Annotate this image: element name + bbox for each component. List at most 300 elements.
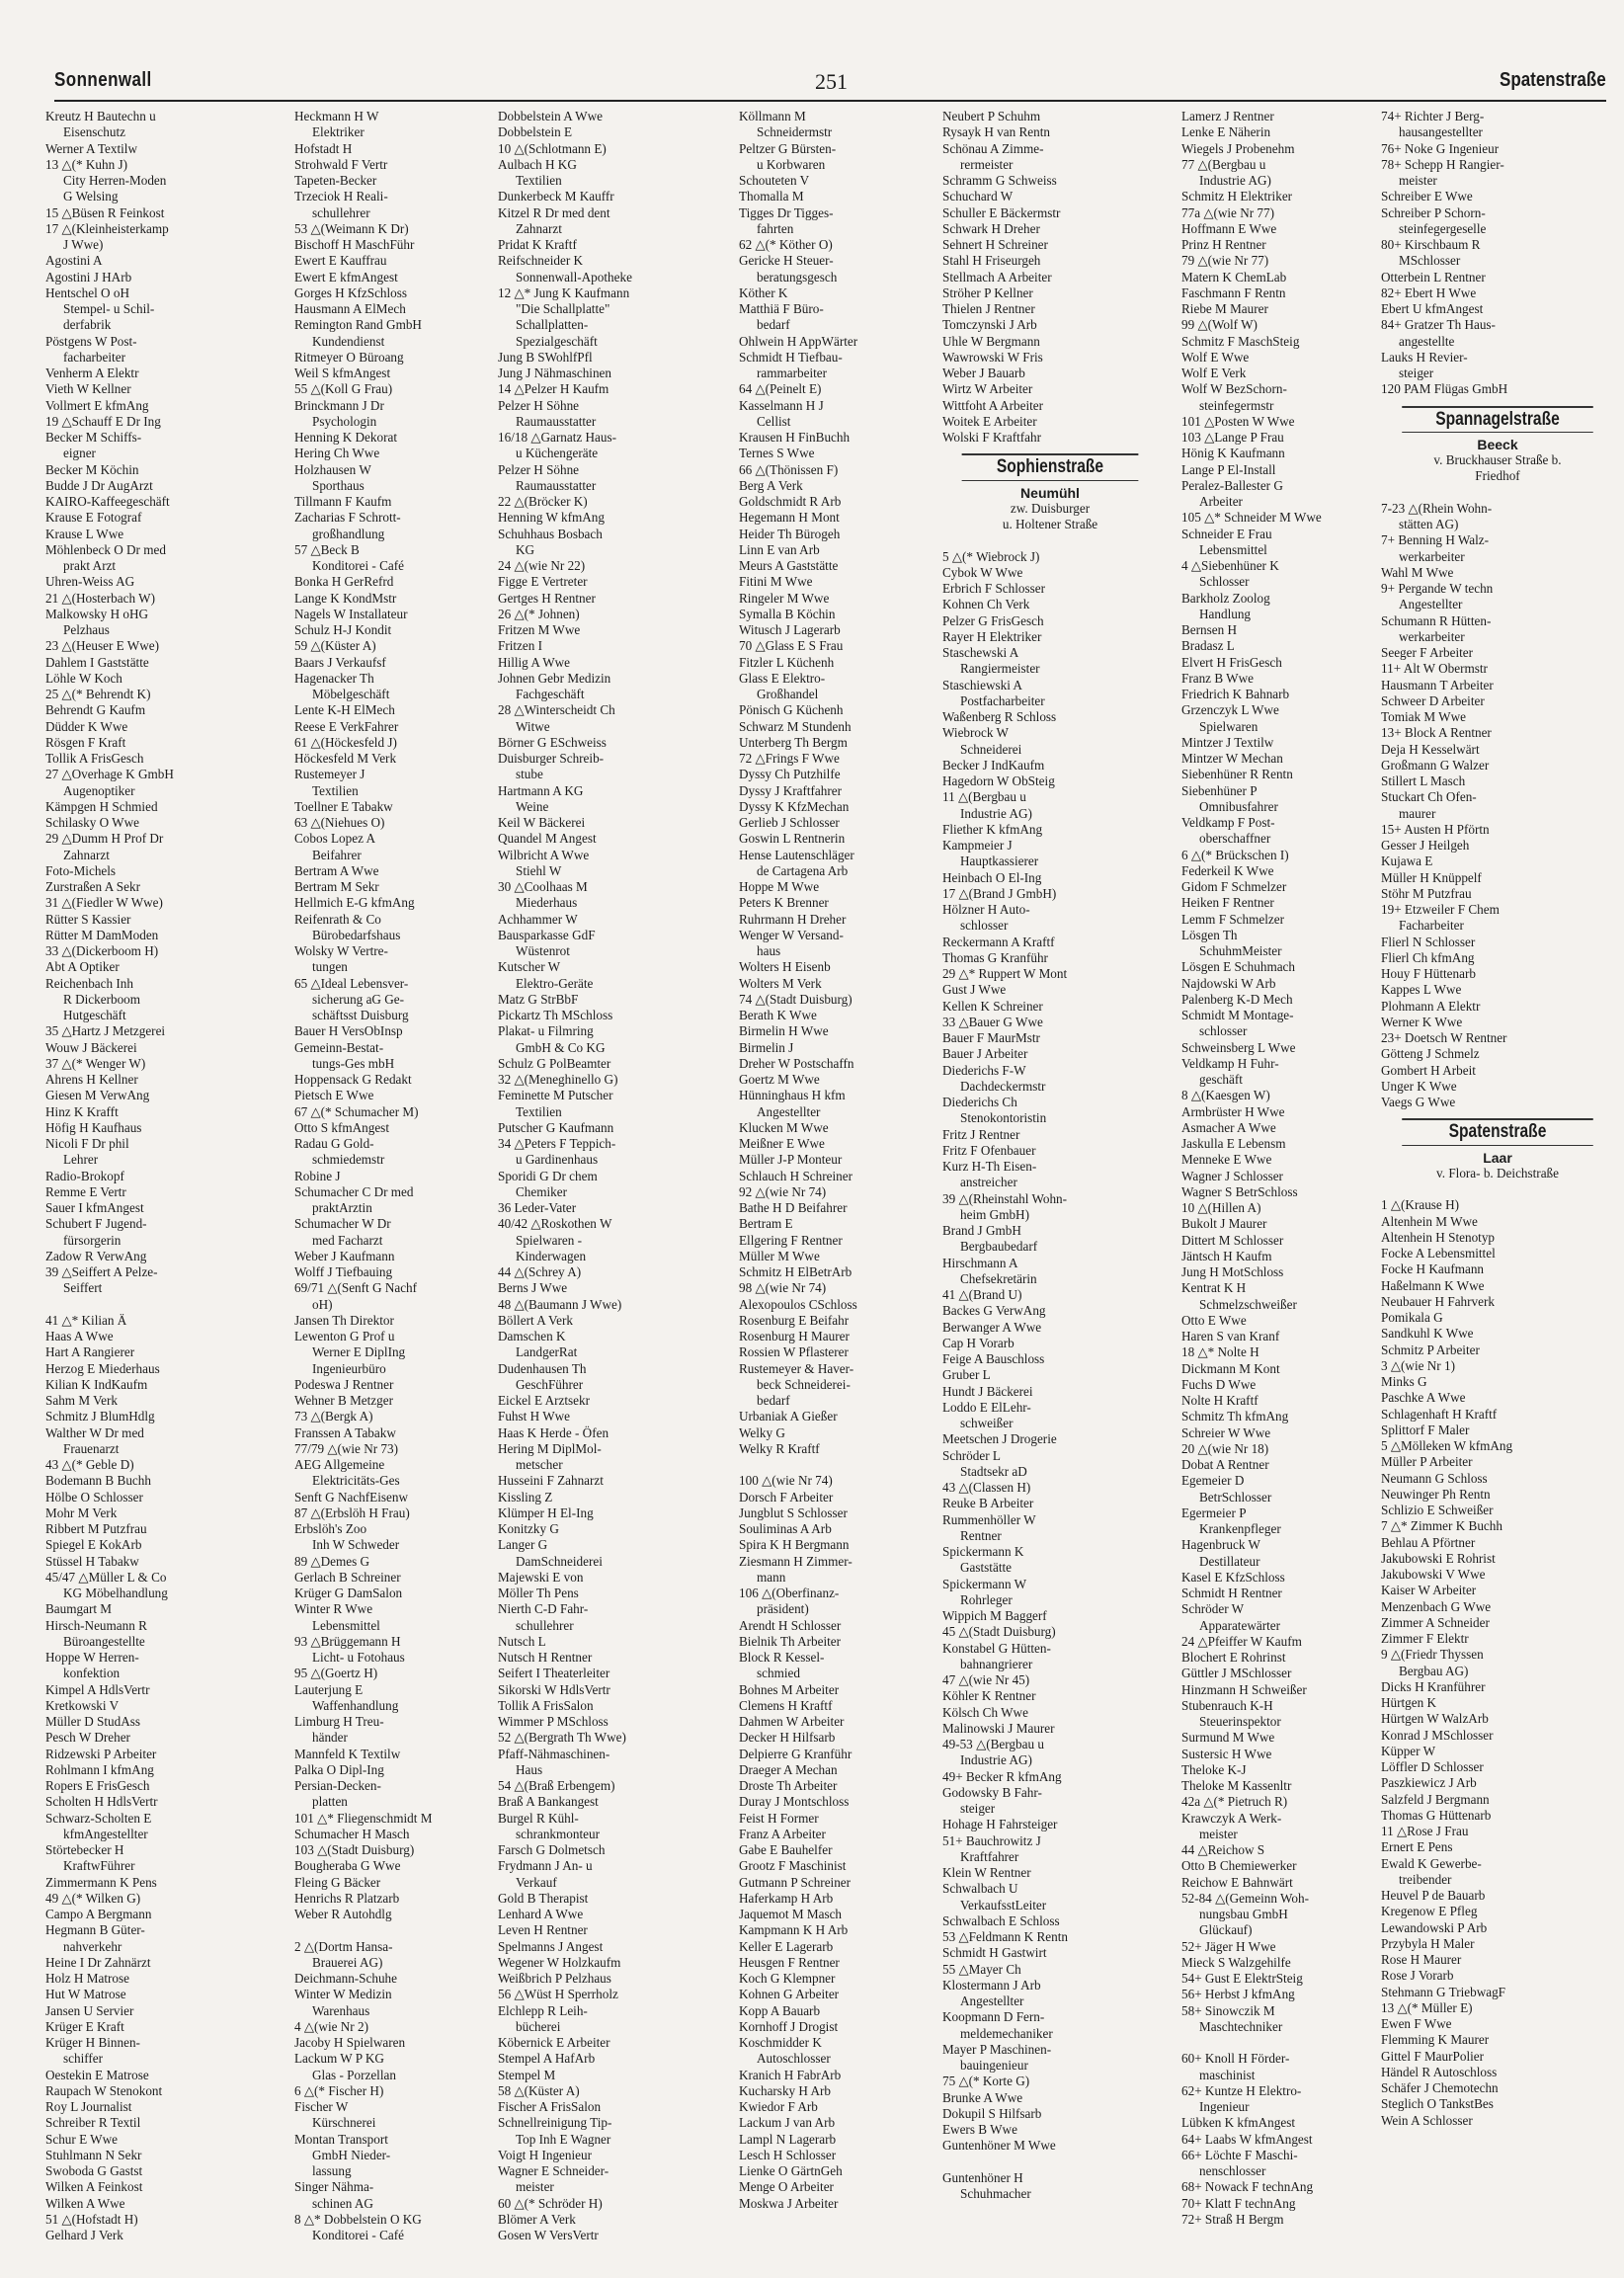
entry-continuation: maurer: [1399, 805, 1436, 821]
directory-entry: Becker M Köchin: [45, 461, 139, 477]
directory-entry: Hölzner H Auto-: [942, 902, 1030, 917]
entry-continuation: Stenokontoristin: [960, 1110, 1047, 1126]
directory-entry: Wolski F Kraftfahr: [942, 430, 1042, 445]
directory-entry: Fleing G Bäcker: [294, 1874, 381, 1890]
directory-entry: 70 △Glass E S Frau: [739, 638, 844, 654]
directory-entry: 87 △(Erbslöh H Frau): [294, 1505, 410, 1520]
directory-entry: 48 △(Baumann J Wwe): [498, 1296, 622, 1312]
directory-entry: Loddo E ElLehr-: [942, 1399, 1031, 1415]
directory-entry: Reckermann A Kraftf: [942, 934, 1055, 949]
directory-entry: Vaegs G Wwe: [1381, 1095, 1456, 1109]
entry-continuation: fahrten: [757, 220, 794, 236]
directory-entry: Hünninghaus H kfm: [739, 1088, 846, 1103]
entry-continuation: Hutgeschäft: [63, 1008, 126, 1022]
directory-entry: [1381, 485, 1614, 501]
directory-entry: Arendt H Schlosser: [739, 1617, 842, 1633]
directory-entry: 106 △(Oberfinanz-: [739, 1586, 840, 1600]
directory-entry: Hinz K Krafft: [45, 1103, 119, 1119]
header-street-left: Sonnenwall: [54, 69, 152, 91]
directory-entry: Delpierre G Kranführ: [739, 1746, 853, 1761]
entry-continuation: Arbeiter: [1199, 494, 1243, 509]
entry-continuation: heim GmbH): [960, 1206, 1029, 1222]
directory-entry: Weber J Kaufmann: [294, 1248, 395, 1263]
entry-continuation: Sporthaus: [312, 477, 365, 493]
directory-entry: Gabe E Bauhelfer: [739, 1842, 833, 1857]
directory-entry: Stöhr M Putzfrau: [1381, 885, 1472, 901]
directory-entry: Wolff J Tiefbauing: [294, 1264, 393, 1279]
directory-entry: Guntenhöner M Wwe: [942, 2138, 1056, 2154]
directory-entry: Theloke K-J: [1181, 1761, 1247, 1777]
directory-entry: 64+ Laabs W kfmAngest: [1181, 2131, 1313, 2147]
directory-entry: Hut W Matrose: [45, 1987, 126, 2002]
directory-entry: Wagner E Schneider-: [498, 2163, 609, 2178]
directory-entry: Kölsch Ch Wwe: [942, 1704, 1028, 1720]
directory-entry: 9+ Pergande W techn: [1381, 581, 1494, 596]
directory-entry: Dicks H Kranführer: [1381, 1678, 1486, 1694]
directory-entry: Reichenbach Inh: [45, 975, 133, 991]
directory-entry: Reifschneider K: [498, 253, 584, 269]
entry-continuation: Stempel- u Schil-: [63, 301, 155, 316]
directory-entry: 22 △(Bröcker K): [498, 494, 588, 509]
entry-continuation: Ingenieurbüro: [312, 1360, 386, 1376]
entry-continuation: meister: [1199, 1826, 1238, 1841]
directory-entry: Küpper W: [1381, 1743, 1436, 1758]
entry-continuation: Seiffert: [63, 1280, 103, 1296]
directory-entry: 7+ Benning H Walz-: [1381, 532, 1490, 548]
district-name: Neumühl: [1020, 484, 1080, 501]
directory-entry: Börner G ESchweiss: [498, 734, 607, 750]
directory-entry: Kampmeier J: [942, 838, 1013, 853]
directory-entry: Peralez-Ballester G: [1181, 477, 1283, 493]
directory-entry: Ribbert M Putzfrau: [45, 1521, 147, 1536]
directory-entry: Nicoli F Dr phil: [45, 1136, 129, 1151]
directory-entry: Hundt J Bäckerei: [942, 1383, 1033, 1399]
directory-entry: 78+ Schepp H Rangier-: [1381, 156, 1504, 172]
entry-continuation: Industrie AG): [960, 1752, 1032, 1768]
entry-continuation: steinfegermstr: [1199, 397, 1274, 413]
directory-entry: Köbernick E Arbeiter: [498, 2035, 610, 2050]
directory-entry: Schulz G PolBeamter: [498, 1055, 611, 1071]
directory-entry: Kujawa E: [1381, 854, 1433, 869]
entry-continuation: GmbH Nieder-: [312, 2147, 391, 2162]
entry-continuation: Angestellter: [960, 1993, 1024, 2008]
directory-entry: 9 △(Friedr Thyssen: [1381, 1647, 1484, 1663]
entry-continuation: Wüstenrot: [516, 943, 570, 958]
directory-entry: Blochert E Rohrinst: [1181, 1650, 1286, 1665]
directory-entry: 79 △(wie Nr 77): [1181, 253, 1269, 269]
directory-entry: Fuchs D Wwe: [1181, 1376, 1257, 1392]
directory-entry: 5 △(* Wiebrock J): [942, 548, 1040, 564]
directory-entry: Holz H Matrose: [45, 1971, 129, 1986]
directory-entry: Schuchard W: [942, 189, 1014, 204]
entry-continuation: Lebensmittel: [312, 1617, 380, 1633]
directory-entry: Lamerz J Rentner: [1181, 109, 1274, 123]
directory-entry: Krause E Fotograf: [45, 510, 142, 526]
directory-entry: 6 △(* Fischer H): [294, 2082, 384, 2098]
entry-continuation: Schuhmacher: [960, 2186, 1031, 2201]
entry-continuation: beratungsgesch: [757, 269, 838, 285]
directory-entry: Schreiber R Textil: [45, 2115, 141, 2131]
entry-continuation: Apparatewärter: [1199, 1617, 1281, 1633]
entry-continuation: metscher: [516, 1457, 563, 1472]
entry-continuation: Bergbaubedarf: [960, 1239, 1038, 1255]
directory-entry: Mayer P Maschinen-: [942, 2041, 1052, 2057]
entry-continuation: Brauerei AG): [312, 1954, 383, 1970]
directory-entry: 3 △(wie Nr 1): [1381, 1357, 1455, 1373]
directory-entry: Otto E Wwe: [1181, 1312, 1247, 1328]
directory-entry: Kampmann K H Arb: [739, 1922, 849, 1938]
directory-entry: Theloke M Kassenltr: [1181, 1778, 1292, 1793]
directory-entry: Fliether K kfmAng: [942, 821, 1043, 837]
directory-entry: 61 △(Höckesfeld J): [294, 734, 397, 750]
directory-entry: Stüssel H Tabakw: [45, 1553, 139, 1569]
directory-entry: Egermeier P: [1181, 1505, 1247, 1520]
directory-entry: 99 △(Wolf W): [1181, 317, 1258, 333]
directory-entry: Aulbach H KG: [498, 156, 577, 172]
directory-entry: Schmidt H Tiefbau-: [739, 349, 843, 365]
directory-entry: Hagedorn W ObSteig: [942, 773, 1055, 788]
directory-entry: Winter R Wwe: [294, 1601, 373, 1617]
directory-entry: 8 △(Kaesgen W): [1181, 1088, 1270, 1103]
entry-continuation: Schneiderei: [960, 741, 1022, 757]
directory-entry: Reuke B Arbeiter: [942, 1496, 1034, 1511]
entry-continuation: G Welsing: [63, 189, 119, 204]
directory-entry: Lackum J van Arb: [739, 2115, 836, 2131]
directory-entry: Klostermann J Arb: [942, 1977, 1041, 1993]
directory-entry: Nolte H Kraftf: [1181, 1393, 1259, 1408]
directory-entry: Vieth W Kellner: [45, 381, 131, 397]
entry-continuation: anstreicher: [960, 1175, 1017, 1190]
entry-continuation: schlosser: [960, 918, 1009, 934]
directory-entry: Schreiber P Schorn-: [1381, 204, 1486, 220]
directory-entry: Becker J IndKaufm: [942, 757, 1045, 773]
directory-entry: Splittorf F Maler: [1381, 1422, 1470, 1437]
directory-entry: Dyssy K KfzMechan: [739, 798, 850, 814]
directory-entry: Bertram A Wwe: [294, 862, 379, 878]
directory-entry: 62+ Kuntze H Elektro-: [1181, 2082, 1302, 2098]
directory-entry: Kretkowski V: [45, 1697, 120, 1713]
directory-entry: Staschiewski A: [942, 677, 1022, 692]
directory-entry: Husseini F Zahnarzt: [498, 1473, 604, 1489]
directory-entry: Hohage H Fahrsteiger: [942, 1817, 1058, 1832]
entry-continuation: haus: [757, 943, 781, 958]
directory-entry: Klein W Rentner: [942, 1865, 1031, 1880]
directory-entry: Rysayk H van Rentn: [942, 124, 1050, 140]
directory-entry: 11 △(Bergbau u: [942, 789, 1026, 805]
directory-entry: Krüger H Binnen-: [45, 2035, 140, 2050]
directory-entry: Ohlwein H AppWärter: [739, 333, 858, 349]
directory-entry: 33 △(Dickerboom H): [45, 943, 159, 958]
directory-entry: Götteng J Schmelz: [1381, 1046, 1480, 1062]
entry-continuation: Bergbau AG): [1399, 1663, 1469, 1678]
directory-entry: Schulz H-J Kondit: [294, 622, 392, 637]
directory-entry: Sehnert H Schreiner: [942, 237, 1048, 252]
entry-continuation: Gaststätte: [960, 1560, 1013, 1576]
entry-continuation: stube: [516, 767, 543, 782]
directory-entry: Gombert H Arbeit: [1381, 1062, 1476, 1078]
directory-entry: Jung H MotSchloss: [1181, 1264, 1284, 1279]
directory-entry: Schmitz H Elektriker: [1181, 189, 1293, 204]
directory-entry: Scholten H HdlsVertr: [45, 1794, 158, 1810]
entry-continuation: Pelzhaus: [63, 622, 110, 637]
directory-entry: Ewen F Wwe: [1381, 2016, 1452, 2031]
directory-entry: 41 △* Kilian Ä: [45, 1312, 127, 1328]
entry-continuation: meister: [516, 2179, 554, 2195]
directory-entry: 19+ Etzweiler F Chem: [1381, 902, 1500, 917]
directory-entry: Johnen Gebr Medizin: [498, 670, 611, 686]
entry-continuation: steiger: [1399, 366, 1434, 380]
directory-entry: Menge O Arbeiter: [739, 2179, 834, 2195]
entry-continuation: Textilien: [312, 782, 359, 798]
entry-continuation: Kraftfahrer: [960, 1848, 1019, 1864]
directory-entry: Schreier W Wwe: [1181, 1424, 1271, 1440]
entry-continuation: bahnangrierer: [960, 1656, 1033, 1671]
directory-entry: Schumacher H Masch: [294, 1826, 410, 1841]
directory-entry: Klucken M Wwe: [739, 1119, 829, 1135]
entry-continuation: Facharbeiter: [1399, 918, 1464, 934]
entry-continuation: oberschaffner: [1199, 831, 1271, 847]
directory-entry: 68+ Nowack F technAng: [1181, 2179, 1314, 2195]
directory-entry: Burgel R Kühl-: [498, 1810, 579, 1826]
directory-entry: Veldkamp H Fuhr-: [1181, 1055, 1279, 1071]
entry-continuation: Postfacharbeiter: [960, 692, 1045, 708]
directory-entry: 72+ Straß H Bergm: [1181, 2211, 1284, 2227]
directory-entry: Lange K KondMstr: [294, 590, 397, 606]
directory-entry: 39 △(Rheinstahl Wohn-: [942, 1190, 1068, 1206]
directory-entry: Persian-Decken-: [294, 1778, 381, 1793]
directory-entry: Goldschmidt R Arb: [739, 494, 842, 509]
directory-entry: Stahl H Friseurgeh: [942, 253, 1041, 269]
directory-entry: 54 △(Braß Erbengem): [498, 1778, 615, 1793]
directory-entry: 57 △Beck B: [294, 541, 360, 557]
directory-entry: Decker H Hilfsarb: [739, 1730, 836, 1746]
directory-entry: Nutsch H Rentner: [498, 1650, 593, 1665]
directory-entry: Jung B SWohlfPfl: [498, 349, 593, 365]
directory-entry: Dobbelstein A Wwe: [498, 109, 603, 123]
directory-entry: Altenhein M Wwe: [1381, 1213, 1478, 1229]
directory-entry: Hirsch-Neumann R: [45, 1617, 147, 1633]
directory-entry: Voigt H Ingenieur: [498, 2147, 592, 2162]
column-4: [739, 109, 954, 2262]
directory-entry: Baars J Verkaufsf: [294, 654, 386, 670]
directory-entry: Plohmann A Elektr: [1381, 998, 1481, 1014]
directory-entry: 34 △Peters F Teppich-: [498, 1136, 616, 1151]
directory-entry: Tigges Dr Tigges-: [739, 204, 834, 220]
entry-continuation: SchuhmMeister: [1199, 943, 1282, 958]
directory-entry: Braß A Bankangest: [498, 1794, 599, 1810]
directory-entry: Ternes S Wwe: [739, 446, 815, 461]
entry-continuation: Chemiker: [516, 1183, 568, 1199]
directory-entry: Wilken A Wwe: [45, 2195, 125, 2211]
directory-entry: 32 △(Meneghinello G): [498, 1072, 618, 1087]
entry-continuation: hausangestellter: [1399, 124, 1483, 140]
street-extent: v. Bruckhauser Straße b.: [1433, 452, 1562, 467]
directory-entry: [45, 1297, 261, 1313]
directory-entry: Otto S kfmAngest: [294, 1119, 389, 1135]
directory-entry: Schubert F Jugend-: [45, 1216, 147, 1232]
entry-continuation: GmbH & Co KG: [516, 1039, 606, 1055]
directory-entry: Focke A Lebensmittel: [1381, 1246, 1496, 1261]
directory-entry: Symalla B Köchin: [739, 606, 836, 621]
entry-continuation: mann: [757, 1569, 786, 1585]
directory-entry: Altenhein H Stenotyp: [1381, 1229, 1496, 1245]
directory-entry: Schumacher C Dr med: [294, 1183, 414, 1199]
directory-entry: Pesch W Dreher: [45, 1730, 130, 1746]
directory-entry: 103 △Lange P Frau: [1181, 430, 1284, 445]
directory-entry: Erbslöh's Zoo: [294, 1521, 367, 1536]
directory-entry: Prinz H Rentner: [1181, 237, 1266, 252]
directory-entry: Schumann R Hütten-: [1381, 612, 1492, 628]
directory-entry: Uhle W Bergmann: [942, 333, 1040, 349]
entry-continuation: derfabrik: [63, 317, 112, 333]
directory-entry: 76+ Noke G Ingenieur: [1381, 140, 1500, 156]
directory-entry: Behrendt G Kaufm: [45, 702, 146, 718]
entry-continuation: Zahnarzt: [516, 220, 562, 236]
directory-entry: Jacoby H Spielwaren: [294, 2035, 406, 2050]
directory-entry: Cobos Lopez A: [294, 831, 376, 847]
directory-entry: Tapeten-Becker: [294, 173, 377, 188]
entry-continuation: KG Möbelhandlung: [63, 1586, 168, 1600]
directory-entry: Heuvel P de Bauarb: [1381, 1888, 1486, 1903]
directory-entry: Ebert U kfmAngest: [1381, 301, 1484, 316]
directory-entry: Kentrat K H: [1181, 1280, 1247, 1296]
entry-continuation: schmiedemstr: [312, 1152, 385, 1168]
directory-entry: Hillig A Wwe: [498, 654, 571, 670]
directory-entry: Lackum W P KG: [294, 2051, 384, 2067]
directory-entry: 40/42 △Roskothen W: [498, 1216, 612, 1232]
directory-entry: 20 △(wie Nr 18): [1181, 1440, 1269, 1456]
directory-entry: Hölbe O Schlosser: [45, 1489, 143, 1505]
directory-entry: Franz B Wwe: [1181, 670, 1255, 686]
directory-entry: Friedrich K Bahnarb: [1181, 687, 1290, 701]
directory-entry: Rosenburg E Beifahr: [739, 1312, 850, 1328]
directory-entry: Matthiä F Büro-: [739, 301, 824, 316]
entry-continuation: Sonnenwall-Apotheke: [516, 269, 632, 285]
directory-entry: 41 △(Brand U): [942, 1287, 1022, 1302]
directory-entry: Schnellreinigung Tip-: [498, 2115, 612, 2131]
directory-entry: Winter W Medizin: [294, 1987, 392, 2002]
directory-entry: Block R Kessel-: [739, 1650, 825, 1665]
directory-entry: Draeger A Mechan: [739, 1761, 838, 1777]
street-heading: Sophienstraße: [962, 453, 1139, 480]
directory-entry: Wirtz W Arbeiter: [942, 381, 1033, 397]
entry-continuation: schlosser: [1199, 1023, 1248, 1039]
directory-entry: 98 △(wie Nr 74): [739, 1280, 827, 1296]
entry-continuation: Raumausstatter: [516, 477, 597, 493]
entry-continuation: Licht- u Fotohaus: [312, 1650, 405, 1665]
directory-entry: [1181, 2035, 1397, 2051]
directory-entry: Dobbelstein E: [498, 124, 573, 140]
entry-continuation: J Wwe): [63, 237, 104, 252]
entry-continuation: Großhandel: [757, 687, 819, 701]
directory-entry: Toellner E Tabakw: [294, 798, 393, 814]
directory-entry: [942, 532, 1158, 548]
directory-entry: Schwarz-Scholten E: [45, 1810, 152, 1826]
directory-entry: Heine I Dr Zahnärzt: [45, 1954, 151, 1970]
entry-continuation: rammarbeiter: [757, 366, 828, 380]
directory-entry: Lemm F Schmelzer: [1181, 911, 1285, 927]
directory-entry: Dreher W Postschaffn: [739, 1055, 854, 1071]
directory-entry: Lauks H Revier-: [1381, 349, 1468, 365]
directory-entry: Lösgen E Schuhmach: [1181, 959, 1295, 975]
directory-entry: Ewert E kfmAngest: [294, 269, 398, 285]
directory-entry: Düdder K Wwe: [45, 718, 128, 734]
directory-entry: Bodemann B Buchh: [45, 1473, 151, 1489]
directory-entry: Flierl Ch kfmAng: [1381, 949, 1475, 965]
directory-entry: Jäntsch H Kaufm: [1181, 1248, 1272, 1263]
directory-entry: Konrad J MSchlosser: [1381, 1727, 1494, 1743]
entry-continuation: Lebensmittel: [1199, 541, 1267, 557]
directory-entry: 43 △(* Geble D): [45, 1457, 134, 1472]
directory-entry: Pönisch G Küchenh: [739, 702, 844, 718]
directory-entry: Jansen U Servier: [45, 2002, 134, 2018]
directory-entry: Lienke O GärtnGeh: [739, 2163, 843, 2178]
directory-entry: Zimmermann K Pens: [45, 1874, 157, 1890]
directory-entry: Najdowski W Arb: [1181, 975, 1276, 991]
directory-entry: Malinowski J Maurer: [942, 1720, 1055, 1736]
directory-entry: Bertram M Sekr: [294, 879, 379, 894]
directory-entry: Oestekin E Matrose: [45, 2067, 149, 2082]
page-header: [54, 61, 1606, 101]
directory-entry: Bielnik Th Arbeiter: [739, 1633, 842, 1649]
directory-entry: Strohwald F Vertr: [294, 156, 388, 172]
header-street-right: Spatenstraße: [1500, 69, 1606, 91]
entry-continuation: Stiehl W: [516, 862, 562, 878]
directory-entry: Tollik A FrisSalon: [498, 1697, 594, 1713]
directory-entry: Bradasz L: [1181, 638, 1235, 654]
directory-entry: 23 △(Heuser E Wwe): [45, 638, 159, 654]
directory-entry: Schramm G Schweiss: [942, 173, 1057, 188]
directory-entry: Paszkiewicz J Arb: [1381, 1775, 1477, 1791]
directory-entry: Flierl N Schlosser: [1381, 934, 1476, 949]
directory-entry: 66 △(Thönissen F): [739, 461, 839, 477]
directory-entry: 18 △* Nolte H: [1181, 1344, 1259, 1360]
directory-entry: Wehner B Metzger: [294, 1393, 393, 1408]
directory-entry: Wawrowski W Fris: [942, 349, 1043, 365]
directory-entry: 56 △Wüst H Sperrholz: [498, 1987, 618, 2002]
directory-entry: 47 △(wie Nr 45): [942, 1672, 1030, 1687]
directory-entry: Bohnes M Arbeiter: [739, 1681, 840, 1697]
directory-entry: Unterberg Th Bergm: [739, 734, 848, 750]
entry-continuation: LandgerRat: [516, 1344, 578, 1360]
directory-entry: Neumann G Schloss: [1381, 1470, 1488, 1486]
directory-entry: Veldkamp F Post-: [1181, 815, 1275, 830]
directory-entry: Gittel F MaurPolier: [1381, 2048, 1485, 2064]
directory-entry: Neubert P Schuhm: [942, 109, 1041, 123]
entry-continuation: Textilien: [516, 1103, 562, 1119]
directory-entry: Pfaff-Nähmaschinen-: [498, 1746, 610, 1761]
directory-entry: Faschmann F Rentn: [1181, 285, 1286, 300]
directory-entry: Wolf W BezSchorn-: [1181, 381, 1287, 397]
directory-entry: 53 △(Weimann K Dr): [294, 220, 409, 236]
directory-entry: Reichow E Bahnwärt: [1181, 1874, 1293, 1890]
directory-entry: 7 △* Zimmer K Buchh: [1381, 1518, 1502, 1534]
directory-entry: Möhlenbeck O Dr med: [45, 541, 166, 557]
directory-entry: Weber J Bauarb: [942, 366, 1025, 380]
directory-entry: Meißner E Wwe: [739, 1136, 825, 1151]
entry-continuation: Warenhaus: [312, 2002, 370, 2018]
directory-entry: Tomiak M Wwe: [1381, 709, 1467, 724]
directory-entry: Gerlach B Schreiner: [294, 1569, 401, 1585]
directory-entry: Schäfer J Chemotechn: [1381, 2080, 1499, 2095]
entry-continuation: Raumausstatter: [516, 413, 597, 429]
entry-continuation: Lehrer: [63, 1152, 99, 1168]
directory-entry: Wahl M Wwe: [1381, 564, 1454, 580]
directory-entry: Lewenton G Prof u: [294, 1329, 395, 1343]
directory-entry: Elvert H FrisGesch: [1181, 654, 1282, 670]
entry-continuation: Konditorei - Café: [312, 2228, 405, 2242]
directory-entry: 93 △Brüggemann H: [294, 1633, 401, 1649]
